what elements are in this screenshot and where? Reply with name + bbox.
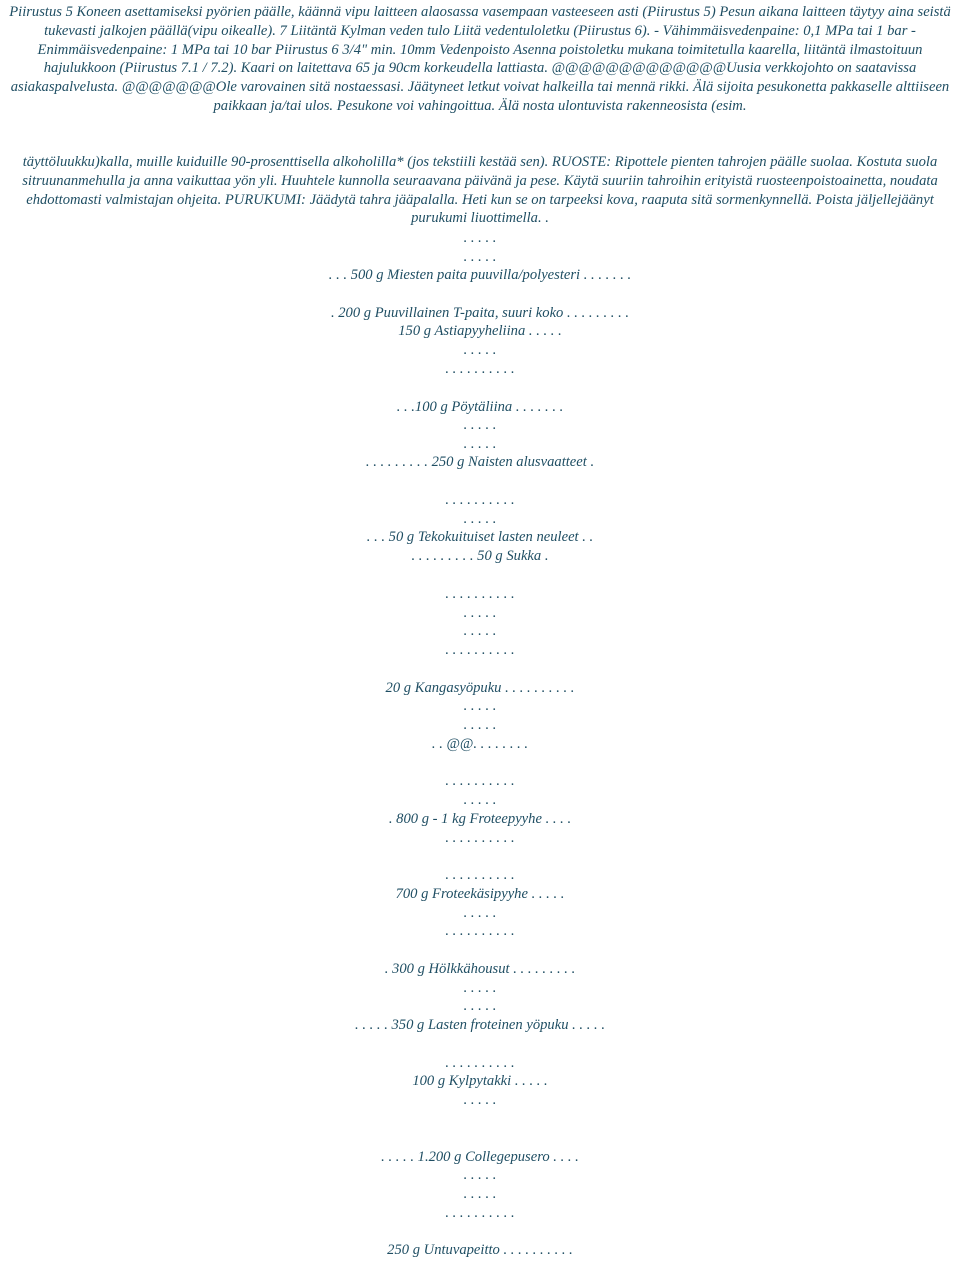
list-line: 150 g Astiapyyheliina . . . . . bbox=[398, 323, 562, 339]
list-line: . . .100 g Pöytäliina . . . . . . . bbox=[396, 399, 564, 415]
list-line: . . . . . . . . . 50 g Sukka . bbox=[411, 548, 549, 564]
list-line: . . . . . bbox=[463, 342, 497, 358]
list-line: . . . . . bbox=[463, 623, 497, 639]
list-line: 250 g Untuvapeitto . . . . . . . . . . bbox=[387, 1242, 573, 1258]
list-line: . . . . . bbox=[463, 249, 497, 265]
list-line: . . . . . . . . . . bbox=[445, 586, 515, 602]
list-line: . . . . . bbox=[463, 1167, 497, 1183]
list-line: . . . . . bbox=[463, 230, 497, 246]
list-line: . 300 g Hölkkähousut . . . . . . . . . bbox=[384, 961, 576, 977]
list-line: . . . . . . . . . . bbox=[445, 830, 515, 846]
list-line: . . . . . . . . . . bbox=[445, 923, 515, 939]
paragraph-stain-removal: täyttöluukku)kalla, muille kuiduille 90-prosenttisella alkoholilla* (jos tekstiili kestää sen). RUOSTE: Ripottele pienten tahrojen päälle suolaa. Kostuta suola sitruunanmehulla ja anna vaikuttaa yön yli. Huuhtele kunnolla seuraavana päivänä ja pese. Käytä suuriin tahroihin erityistä ruosteenpoistoainetta, noudata ehdottomasti valmistajan ohjeita. PURUKUMI: Jäädytä tahra jääpalalla. Heti kun se on tarpeeksi kova, raaputa sitä sormenkynnellä. Poista jäljellejäänyt purukumi liuottimella. . bbox=[22, 154, 938, 227]
list-line: . . . . . bbox=[463, 998, 497, 1014]
list-line: . . . . . bbox=[463, 698, 497, 714]
list-line: . . . . . bbox=[463, 511, 497, 527]
list-line: . . . . . . . . . . bbox=[445, 867, 515, 883]
list-line: . 800 g - 1 kg Froteepyyhe . . . . bbox=[388, 811, 572, 827]
list-line: . . . . . . . . . . bbox=[445, 1205, 515, 1221]
list-line: 100 g Kylpytakki . . . . . bbox=[412, 1073, 548, 1089]
list-line: . . . . . bbox=[463, 1092, 497, 1108]
list-line: . . . . . bbox=[463, 980, 497, 996]
paragraph-installation: Piirustus 5 Koneen asettamiseksi pyörien päälle, käännä vipu laitteen alaosassa vasempaan vasteeseen asti (Piirustus 5) Pesun aikana laitteen täytyy aina seistä tukevasti jalkojen päällä(vipu oikealle). 7 Liitäntä Kylman veden tulo Liitä vedentuloletku (Piirustus 6). - Vähimmäisvedenpaine: 0,1 MPa tai 1 bar - Enimmäisvedenpaine: 1 MPa tai 10 bar Piirustus 6 3/4" min. 10mm Vedenpoisto Asenna poistoletku mukana toimitetulla kaarella, liitäntä ilmastoituun hajulukkoon (Piirustus 7.1 / 7.2). Kaari on laitettava 65 ja 90cm korkeudella lattiasta. @@@@@@@@@@@@@Uusia verkkojohto on saatavissa asiakaspalvelusta. @@@@@@@Ole varovainen sitä nostaessasi. Jäätyneet letkut voivat halkeilla tai mennä rikki. Älä sijoita pesukonetta pakkaselle alttiiseen paikkaan ja/tai ulos. Pesukone voi vahingoittua. Älä nosta ulontuvista rakenneosista (esim. bbox=[9, 4, 951, 114]
list-line: . . . . . . . . . . bbox=[445, 361, 515, 377]
list-line: . . . . . . . . . . bbox=[445, 773, 515, 789]
list-line: . . . . . bbox=[463, 417, 497, 433]
list-line: . . . . . 350 g Lasten froteinen yöpuku . . . . . bbox=[355, 1017, 605, 1033]
list-line: . . . 500 g Miesten paita puuvilla/polyesteri . . . . . . . bbox=[328, 267, 632, 283]
list-line: 700 g Froteekäsipyyhe . . . . . bbox=[395, 886, 565, 902]
list-line: . . . . . 1.200 g Collegepusero . . . . bbox=[381, 1149, 579, 1165]
list-line: . . . 50 g Tekokuituiset lasten neuleet . . bbox=[366, 529, 594, 545]
list-line: . . @@. . . . . . . . bbox=[431, 736, 529, 752]
list-line: . . . . . . . . . . bbox=[445, 1055, 515, 1071]
list-line: . . . . . . . . . 250 g Naisten alusvaatteet . bbox=[365, 454, 595, 470]
list-line: . . . . . bbox=[463, 905, 497, 921]
list-line: . 200 g Puuvillainen T-paita, suuri koko . . . . . . . . . bbox=[330, 305, 630, 321]
list-line: . . . . . . . . . . bbox=[445, 642, 515, 658]
list-line: . . . . . bbox=[463, 792, 497, 808]
list-line: . . . . . bbox=[463, 717, 497, 733]
list-line: . . . . . bbox=[463, 605, 497, 621]
list-line: . . . . . bbox=[463, 1186, 497, 1202]
list-line: 20 g Kangasyöpuku . . . . . . . . . . bbox=[385, 680, 575, 696]
list-line: . . . . . . . . . . bbox=[445, 492, 515, 508]
list-line: . . . . . bbox=[463, 436, 497, 452]
